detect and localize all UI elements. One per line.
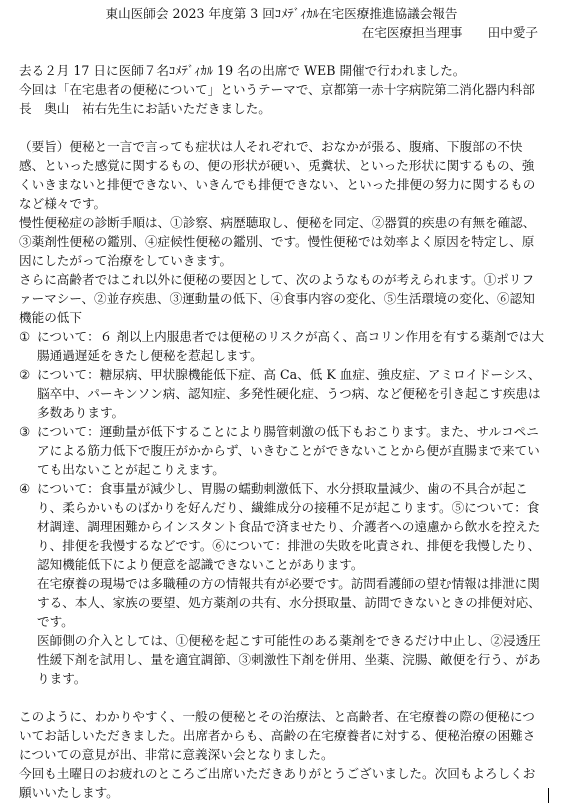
- list-item-number: ③: [19, 424, 31, 439]
- list-item: [19, 479, 544, 574]
- intro-paragraph-2: 今回は「在宅患者の便秘について」というテーマで、京都第一赤十字病院第二消化器内科部長 奥山 祐右先生にお話いただきました。: [19, 82, 535, 116]
- list-item: [19, 422, 544, 479]
- continuation-paragraph-2: 医師側の介入としては、①便秘を起こす可能性のある薬剤をできるだけ中止し、②浸透圧性緩下剤を試用し、量を適宜調節、③刺激性下剤を併用、坐薬、浣腸、敵便を行う、があります。: [37, 633, 541, 686]
- intro-paragraph-1: 去る２月 17 日に医師７名ｺﾒﾃﾞｨｶﾙ 19 名の出席で WEB 開催で行われました。: [19, 63, 466, 78]
- list-item-text: について：６ 剤以上内服患者では便秘のリスクが高く、高コリン作用を有する薬剤では大腸通過遅延をきたし便秘を惹起します。: [37, 329, 544, 363]
- text-cursor: [548, 788, 549, 803]
- list-item-number: ②: [19, 367, 31, 382]
- blank-line: [19, 688, 544, 707]
- summary-paragraph-3: さらに高齢者ではこれ以外に便秘の要因として、次のようなものが考えられます。①ポリファーマシー、②並存疾患、③運動量の低下、④食事内容の変化、⑤生活環境の変化、⑥認知機能の低下: [19, 272, 535, 325]
- report-title: 東山医師会 2023 年度第 3 回ｺﾒﾃﾞｨｶﾙ在宅医療推進協議会報告: [105, 6, 458, 21]
- list-item-text: について：食事量が減少し、胃腸の蠕動刺激低下、水分摂取量減少、歯の不具合が起こり、柔らかいものばかりを好んだり、繊維成分の接種不足が起こります。⑤について：食材調達、調理困難からインスタント食品で済ませたり、介護者への遠慮から飲水を控えたり、排便を我慢するなどです。⑥について：排泄の失敗を叱責され、排便を我慢したり、認知機能低下により便意を認識できないことがあります。: [37, 481, 541, 572]
- list-item-number: ④: [19, 481, 31, 496]
- summary-paragraph-2: 慢性便秘症の診断手順は、①診察、病歴聴取し、便秘を同定、②器質的疾患の有無を確認、③薬剤性便秘の鑑別、④症候性便秘の鑑別、です。慢性便秘では効率よく原因を特定し、原因にしたがって治療をしていきます。: [19, 215, 536, 268]
- report-author: 在宅医療担当理事 田中愛子: [361, 25, 538, 40]
- closing-paragraph-1: このように、わかりやすく、一般の便秘とその治療法、と高齢者、在宅療養の際の便秘についてお話しいただきました。出席者からも、高齢の在宅療養者に対する、便秘治療の困難さについての意見が出、非常に意義深い会となりました。: [19, 709, 536, 762]
- list-item-number: ①: [19, 329, 31, 344]
- list-item-text: について：糖尿病、甲状腺機能低下症、高 Ca、低 K 血症、強皮症、アミロイドーシス、脳卒中、パーキンソン病、認知症、多発性硬化症、うつ病、など便秘を引き起こす疾患は多数あります。: [37, 367, 541, 420]
- blank-line: [19, 118, 544, 137]
- blank-line: [19, 42, 544, 61]
- continuation-paragraph-1: 在宅療養の現場では多職種の方の情報共有が必要です。訪問看護師の望む情報は排泄に関する、本人、家族の要望、処方薬剤の共有、水分摂取量、訪問できないときの排便対応、です。: [37, 576, 541, 629]
- list-item-text: について：運動量が低下することにより腸管刺激の低下もおこります。また、サルコペニアによる筋力低下で腹圧がかからず、いきむことができないことから便が直腸まで来ていても出ないことが起こりえます。: [37, 424, 540, 477]
- list-item: [19, 327, 544, 365]
- summary-paragraph-1: （要旨）便秘と一言で言っても症状は人それぞれで、おなかが張る、腹痛、下腹部の不快感、といった感覚に関するもの、便の形状が硬い、兎糞状、といった形状に関するもの、強くいきまないと排便できない、いきんでも排便できない、といった排便の努力に関するものなど様々です。: [19, 139, 536, 211]
- closing-paragraph-2: 今回も土曜日のお疲れのところご出席いただきありがとうございました。次回もよろしくお願いいたします。: [19, 766, 536, 800]
- list-item: [19, 365, 544, 422]
